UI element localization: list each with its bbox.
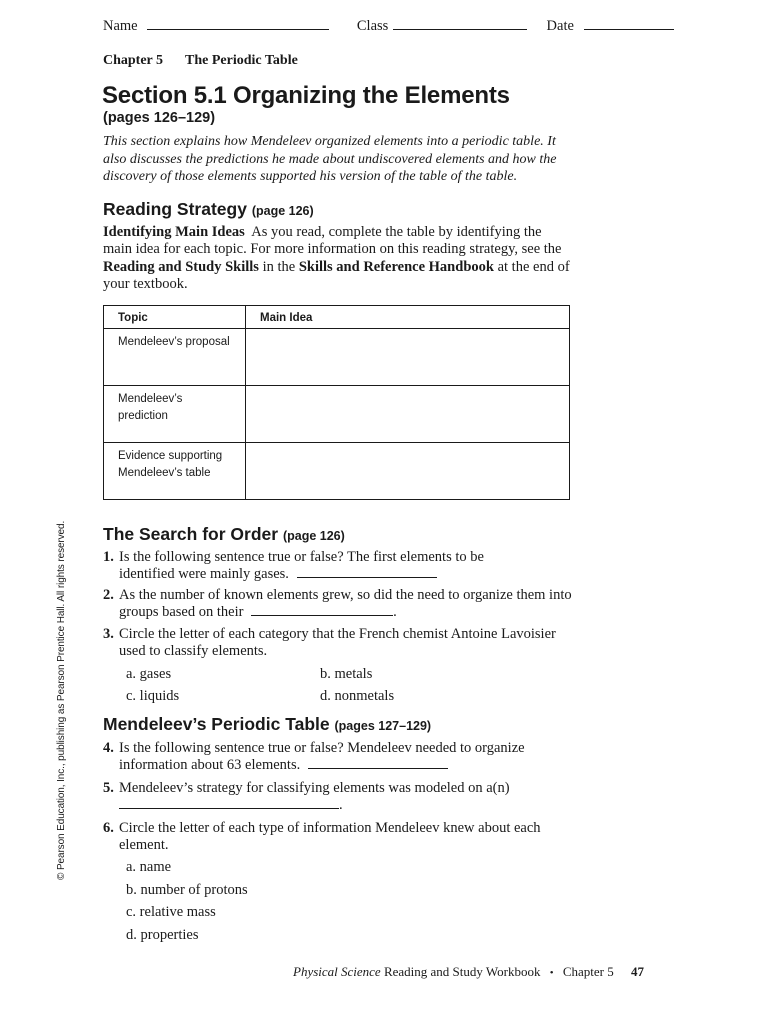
class-field[interactable] bbox=[393, 29, 527, 30]
table-row bbox=[104, 329, 570, 386]
question-number: 5. bbox=[103, 780, 114, 796]
question-text: Mendeleev’s strategy for classifying elements was modeled on a(n) bbox=[119, 780, 510, 796]
mendeleev-table-title: Mendeleev’s Periodic Table bbox=[103, 714, 330, 734]
table-header-topic: Topic bbox=[104, 306, 246, 329]
question-number: 1. bbox=[103, 549, 114, 565]
reading-strategy-bold-1: Reading and Study Skills bbox=[103, 258, 259, 275]
reading-strategy-heading bbox=[103, 199, 314, 220]
reading-strategy-text-1: As you read, complete the table by identifying the main idea for each topic. For more information on this reading strategy, see the bbox=[103, 224, 562, 258]
main-ideas-table bbox=[103, 305, 570, 500]
search-for-order-title: The Search for Order bbox=[103, 524, 279, 544]
mendeleev-table-heading bbox=[103, 714, 431, 735]
section-pages: (pages 126–129) bbox=[103, 110, 216, 126]
reading-strategy-text-3: at the end of your textbook. bbox=[103, 258, 570, 292]
reading-strategy-text-2: in the bbox=[262, 258, 296, 275]
option-a[interactable]: a. name bbox=[126, 859, 172, 875]
main-idea-cell[interactable] bbox=[246, 386, 570, 443]
answer-blank[interactable] bbox=[297, 577, 437, 578]
question-number: 2. bbox=[103, 587, 114, 603]
option-b[interactable]: b. number of protons bbox=[126, 882, 248, 898]
reading-strategy-body bbox=[103, 224, 573, 293]
reading-strategy-lead: Identifying Main Ideas bbox=[103, 224, 245, 240]
answer-blank[interactable] bbox=[119, 808, 339, 809]
search-for-order-pages: (page 126) bbox=[282, 529, 345, 543]
topic-cell: Mendeleev’s proposal bbox=[104, 329, 246, 386]
topic-cell: Mendeleev’s prediction bbox=[104, 386, 246, 443]
question-6 bbox=[103, 820, 573, 854]
table-header-row bbox=[104, 306, 570, 329]
section-title: Section 5.1 Organizing the Elements bbox=[102, 82, 510, 109]
date-field[interactable] bbox=[584, 29, 674, 30]
question-end-punct: . bbox=[393, 604, 397, 620]
name-label: Name bbox=[103, 18, 138, 34]
question-5 bbox=[103, 780, 573, 814]
footer-workbook: Reading and Study Workbook bbox=[383, 964, 541, 979]
question-2 bbox=[103, 587, 573, 621]
table-row bbox=[104, 443, 570, 500]
chapter-number: Chapter 5 bbox=[103, 53, 164, 68]
class-label: Class bbox=[356, 18, 389, 34]
question-number: 3. bbox=[103, 626, 114, 642]
name-field[interactable] bbox=[147, 29, 329, 30]
main-idea-cell[interactable] bbox=[246, 329, 570, 386]
question-text: Circle the letter of each type of information Mendeleev knew about each element. bbox=[119, 820, 541, 853]
question-number: 6. bbox=[103, 820, 114, 836]
option-c[interactable]: c. liquids bbox=[126, 688, 180, 704]
option-c[interactable]: c. relative mass bbox=[126, 904, 216, 920]
footer-bullet: • bbox=[549, 967, 554, 979]
answer-blank[interactable] bbox=[251, 615, 393, 616]
chapter-line bbox=[103, 53, 298, 69]
reading-strategy-title: Reading Strategy bbox=[103, 199, 247, 219]
question-number: 4. bbox=[103, 740, 114, 756]
section-intro: This section explains how Mendeleev organized elements into a periodic table. It also discusses the predictions he made about undiscovered elements and how the discovery of those elements supported his version of the table of the table. bbox=[103, 134, 557, 184]
date-label: Date bbox=[546, 18, 574, 34]
student-info-header bbox=[103, 18, 674, 35]
mendeleev-table-pages: (pages 127–129) bbox=[334, 719, 432, 733]
topic-cell: Evidence supporting Mendeleev’s table bbox=[104, 443, 246, 500]
question-end-punct: . bbox=[339, 797, 343, 813]
search-for-order-heading bbox=[103, 524, 345, 545]
page-footer bbox=[293, 964, 644, 980]
option-a[interactable]: a. gases bbox=[126, 666, 172, 682]
table-header-main-idea: Main Idea bbox=[246, 306, 570, 329]
question-text: Is the following sentence true or false? The first elements to be identified were mainly gases. bbox=[119, 549, 484, 582]
table-row bbox=[104, 386, 570, 443]
question-text: Is the following sentence true or false? Mendeleev needed to organize information about 63 elements. bbox=[119, 740, 525, 773]
option-d[interactable]: d. properties bbox=[126, 927, 199, 943]
page-number: 47 bbox=[631, 964, 644, 979]
answer-blank[interactable] bbox=[308, 768, 448, 769]
footer-chapter: Chapter 5 bbox=[562, 964, 614, 979]
question-text: As the number of known elements grew, so did the need to organize them into groups based on their bbox=[119, 587, 572, 620]
chapter-title: The Periodic Table bbox=[185, 53, 298, 68]
question-4 bbox=[103, 740, 533, 774]
main-idea-cell[interactable] bbox=[246, 443, 570, 500]
question-text: Circle the letter of each category that the French chemist Antoine Lavoisier used to classify elements. bbox=[119, 626, 556, 659]
question-3 bbox=[103, 626, 563, 660]
option-b[interactable]: b. metals bbox=[320, 666, 373, 682]
option-d[interactable]: d. nonmetals bbox=[320, 688, 395, 704]
question-1 bbox=[103, 549, 533, 583]
footer-book-title: Physical Science bbox=[293, 964, 381, 979]
copyright-notice: © Pearson Education, Inc., publishing as Pearson Prentice Hall. All rights reserved. bbox=[56, 520, 67, 880]
reading-strategy-bold-2: Skills and Reference Handbook bbox=[298, 258, 494, 275]
reading-strategy-pages: (page 126) bbox=[251, 204, 314, 218]
